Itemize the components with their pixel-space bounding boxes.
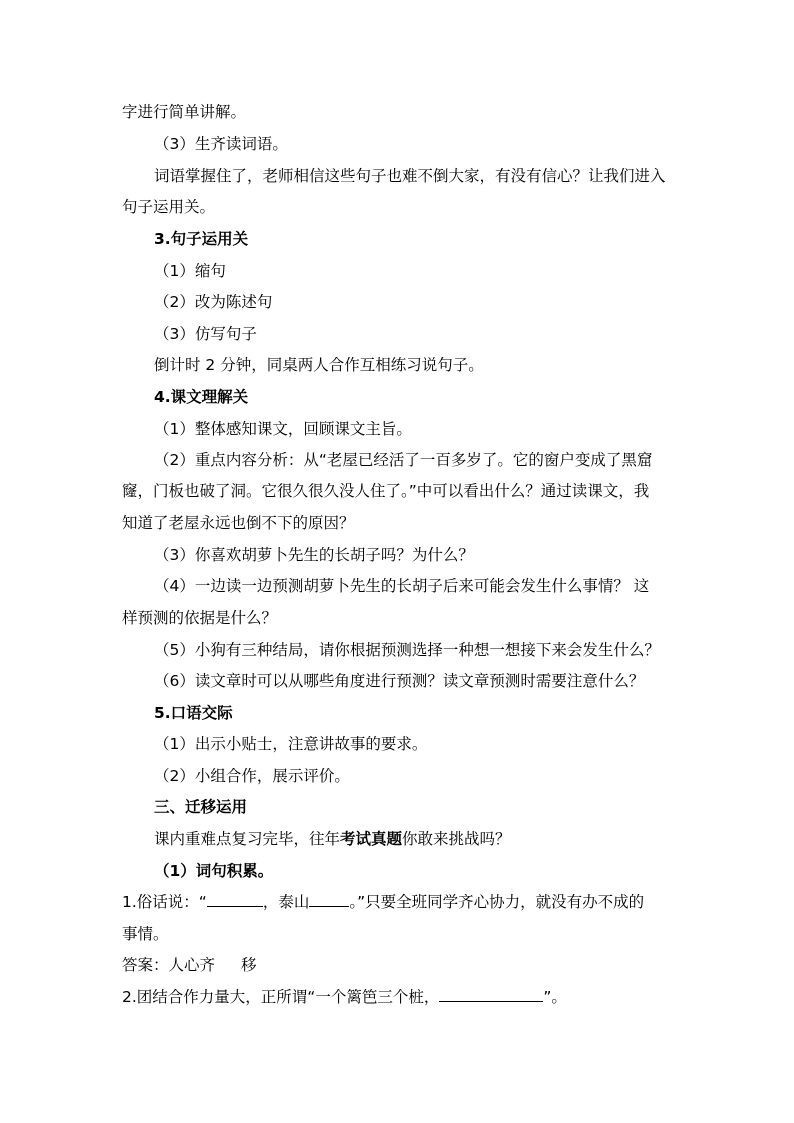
paragraph-line: 字进行简单讲解。 [122, 103, 247, 121]
list-item: （6）读文章时可以从哪些角度进行预测？读文章预测时需要注意什么？ [154, 672, 645, 690]
answer-line [122, 955, 257, 975]
paragraph-text: 课内重难点复习完毕，往年 [154, 830, 341, 848]
list-item: （2）小组合作，展示评价。 [154, 767, 350, 785]
paragraph-line: 词语掌握住了，老师相信这些句子也难不倒大家，有没有信心？让我们进入 [154, 167, 666, 185]
answer-blank [309, 892, 349, 907]
answer-blank [439, 987, 543, 1002]
list-item: （2）重点内容分析：从“老屋已经活了一百多岁了。它的窗户变成了黑窟 [154, 451, 653, 469]
paragraph-line: 句子运用关。 [122, 198, 216, 216]
paragraph-line: 窿，门板也破了洞。它很久很久没人住了。”中可以看出什么？通过读课文，我 [122, 482, 650, 500]
paragraph-line: 事情。 [122, 925, 169, 943]
answer-blank [207, 892, 263, 907]
list-item: （3）你喜欢胡萝卜先生的长胡子吗？为什么？ [154, 546, 474, 564]
list-item: （1）出示小贴士，注意讲故事的要求。 [154, 735, 428, 753]
question-line [122, 892, 644, 912]
paragraph-line [154, 829, 511, 849]
question-text: ，泰山 [262, 893, 310, 911]
list-item: （4）一边读一边预测胡萝卜先生的长胡子后来可能会发生什么事情？ 这 [154, 577, 650, 595]
answer-text: 移 [241, 956, 257, 974]
list-item: （3）仿写句子 [154, 325, 257, 343]
section-heading: 3.句子运用关 [154, 230, 249, 248]
section-heading: 4.课文理解关 [154, 388, 249, 406]
question-text: 2.团结合作力量大，正所谓“一个篱笆三个桩， [122, 988, 440, 1006]
paragraph-line: 知道了老屋永远也倒不下的原因？ [122, 514, 355, 532]
paragraph-line: 倒计时 2 分钟，同桌两人合作互相练习说句子。 [154, 356, 484, 374]
list-item: （2）改为陈述句 [154, 293, 273, 311]
paragraph-line: 样预测的依据是什么？ [122, 609, 278, 627]
section-heading: 5.口语交际 [154, 704, 233, 722]
question-text: 1.俗话说：“ [122, 893, 207, 911]
list-item: （3）生齐读词语。 [154, 135, 288, 153]
list-item: （1）缩句 [154, 262, 226, 280]
subsection-heading: （1）词句积累。 [154, 862, 274, 880]
question-text: ”。 [543, 988, 567, 1006]
list-item: （5）小狗有三种结局，请你根据预测选择一种想一想接下来会发生什么？ [154, 641, 660, 659]
answer-text: 答案：人心齐 [122, 956, 216, 974]
question-line [122, 987, 567, 1007]
list-item: （1）整体感知课文，回顾课文主旨。 [154, 420, 412, 438]
question-text: 。”只要全班同学齐心协力，就没有办不成的 [349, 893, 645, 911]
paragraph-text: 你敢来挑战吗？ [402, 830, 511, 848]
emphasis-text: 考试真题 [340, 830, 403, 848]
section-heading: 三、迁移运用 [154, 798, 248, 816]
